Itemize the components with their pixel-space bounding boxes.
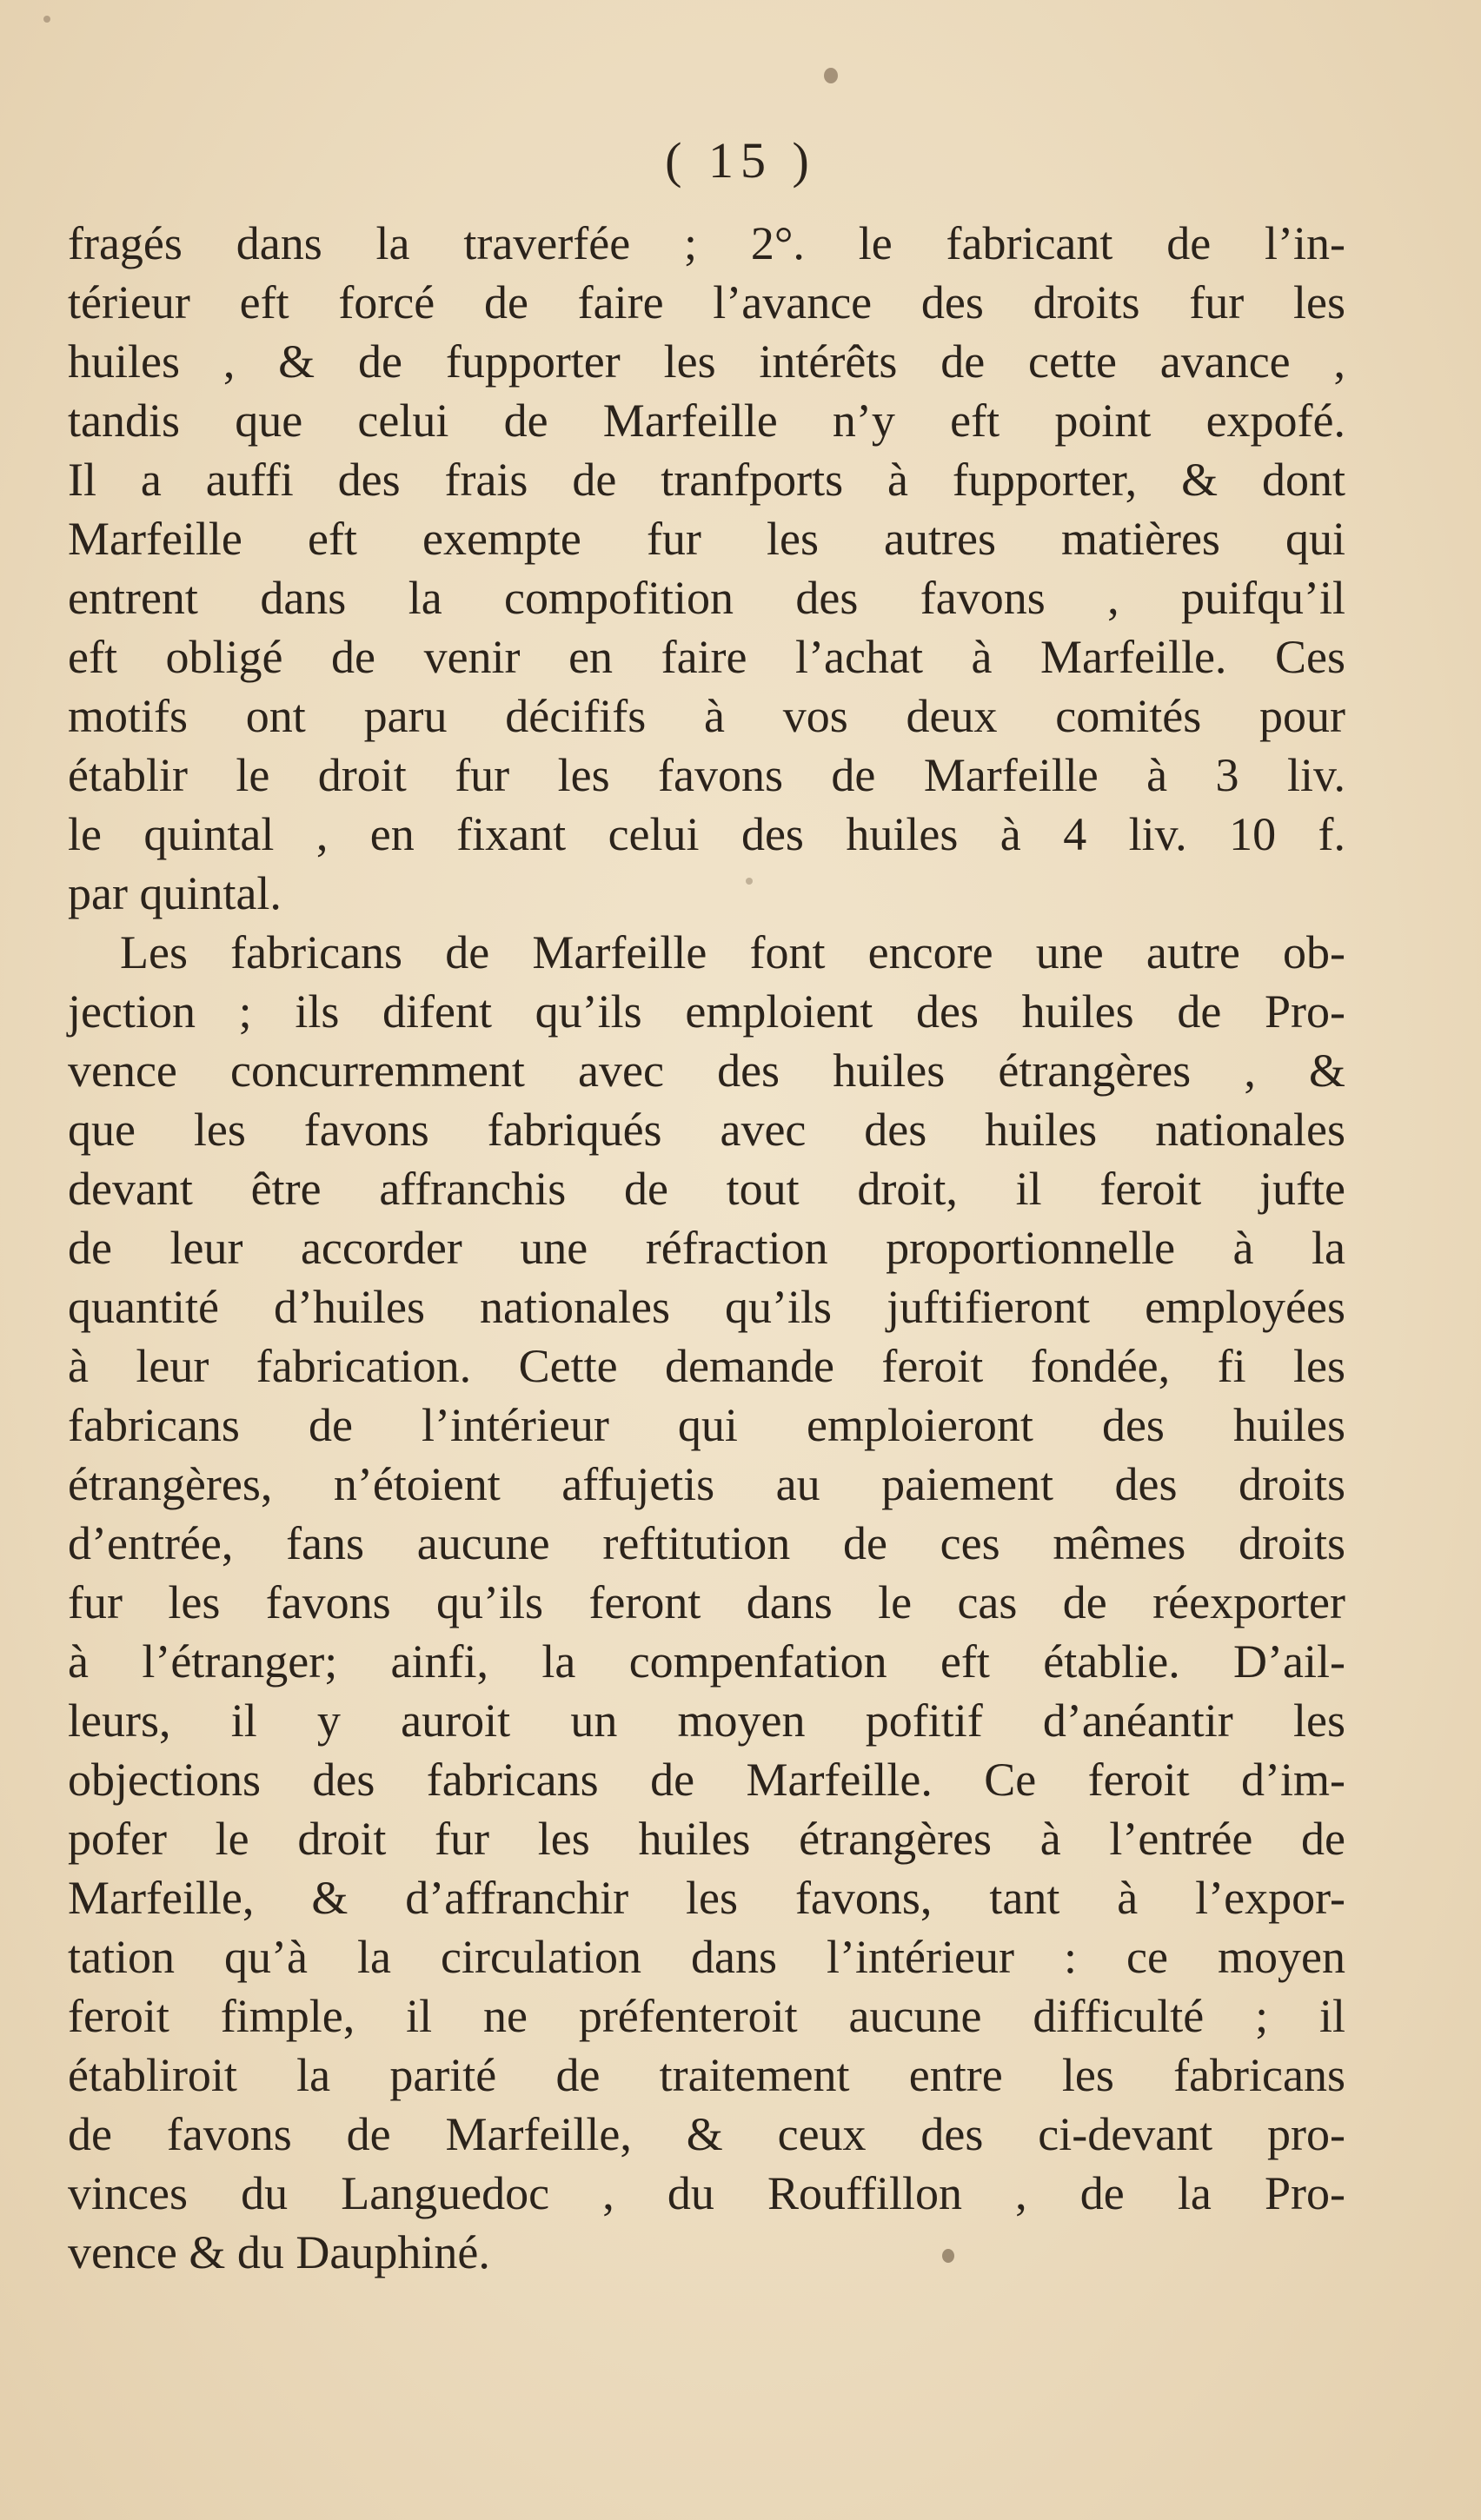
text-line: Les fabricans de Marfeille font encore une autre ob- — [120, 926, 1345, 978]
body-text — [68, 214, 1345, 2282]
text-line: à leur fabrication. Cette demande feroit fondée, fi les — [68, 1340, 1345, 1392]
text-line: d’entrée, fans aucune reftitution de ces mêmes droits — [68, 1517, 1345, 1569]
text-line: tation qu’à la circulation dans l’intérieur : ce moyen — [68, 1931, 1345, 1983]
text-line: Marfeille eft exempte fur les autres matières qui — [68, 513, 1345, 565]
text-line: vinces du Languedoc , du Rouffillon , de la Pro- — [68, 2167, 1345, 2219]
text-line: établiroit la parité de traitement entre les fabricans — [68, 2049, 1345, 2101]
ink-spot — [43, 16, 50, 23]
text-line: par quintal. — [68, 867, 282, 919]
text-line: vence & du Dauphiné. — [68, 2226, 490, 2278]
text-line: eft obligé de venir en faire l’achat à Marfeille. Ces — [68, 631, 1345, 683]
text-line: de favons de Marfeille, & ceux des ci-devant pro- — [68, 2108, 1345, 2160]
text-line: fabricans de l’intérieur qui emploieront des huiles — [68, 1399, 1345, 1451]
text-line: jection ; ils difent qu’ils emploient des huiles de Pro- — [68, 985, 1345, 1038]
text-line: entrent dans la compofition des favons , puifqu’il — [68, 572, 1345, 624]
text-line: le quintal , en fixant celui des huiles à 4 liv. 10 f. — [68, 808, 1345, 860]
text-line: étrangères, n’étoient affujetis au paiement des droits — [68, 1458, 1345, 1510]
text-line: que les favons fabriqués avec des huiles nationales — [68, 1104, 1345, 1156]
text-line: quantité d’huiles nationales qu’ils juftifieront employées — [68, 1281, 1345, 1333]
text-line: fragés dans la traverfée ; 2°. le fabricant de l’in- — [68, 217, 1345, 269]
text-line: térieur eft forcé de faire l’avance des droits fur les — [68, 276, 1345, 328]
text-line: tandis que celui de Marfeille n’y eft point expofé. — [68, 395, 1345, 447]
text-line: de leur accorder une réfraction proportionnelle à la — [68, 1222, 1345, 1274]
ink-spot — [824, 68, 838, 83]
text-line: Marfeille, & d’affranchir les favons, tant à l’expor- — [68, 1872, 1345, 1924]
text-line: à l’étranger; ainfi, la compenfation eft établie. D’ail- — [68, 1635, 1345, 1688]
text-line: Il a auffi des frais de tranfports à fupporter, & dont — [68, 454, 1345, 506]
text-line: objections des fabricans de Marfeille. Ce feroit d’im- — [68, 1754, 1345, 1806]
text-line: fur les favons qu’ils feront dans le cas de réexporter — [68, 1576, 1345, 1628]
text-line: leurs, il y auroit un moyen pofitif d’anéantir les — [68, 1694, 1345, 1747]
text-line: motifs ont paru décififs à vos deux comités pour — [68, 690, 1345, 742]
page-number: ( 15 ) — [665, 132, 816, 189]
text-line: feroit fimple, il ne préfenteroit aucune difficulté ; il — [68, 1990, 1345, 2042]
text-line: devant être affranchis de tout droit, il feroit jufte — [68, 1163, 1345, 1215]
text-line: pofer le droit fur les huiles étrangères à l’entrée de — [68, 1813, 1345, 1865]
text-line: établir le droit fur les favons de Marfeille à 3 liv. — [68, 749, 1345, 801]
text-line: vence concurremment avec des huiles étrangères , & — [68, 1044, 1345, 1097]
text-line: huiles , & de fupporter les intérêts de cette avance , — [68, 335, 1345, 388]
